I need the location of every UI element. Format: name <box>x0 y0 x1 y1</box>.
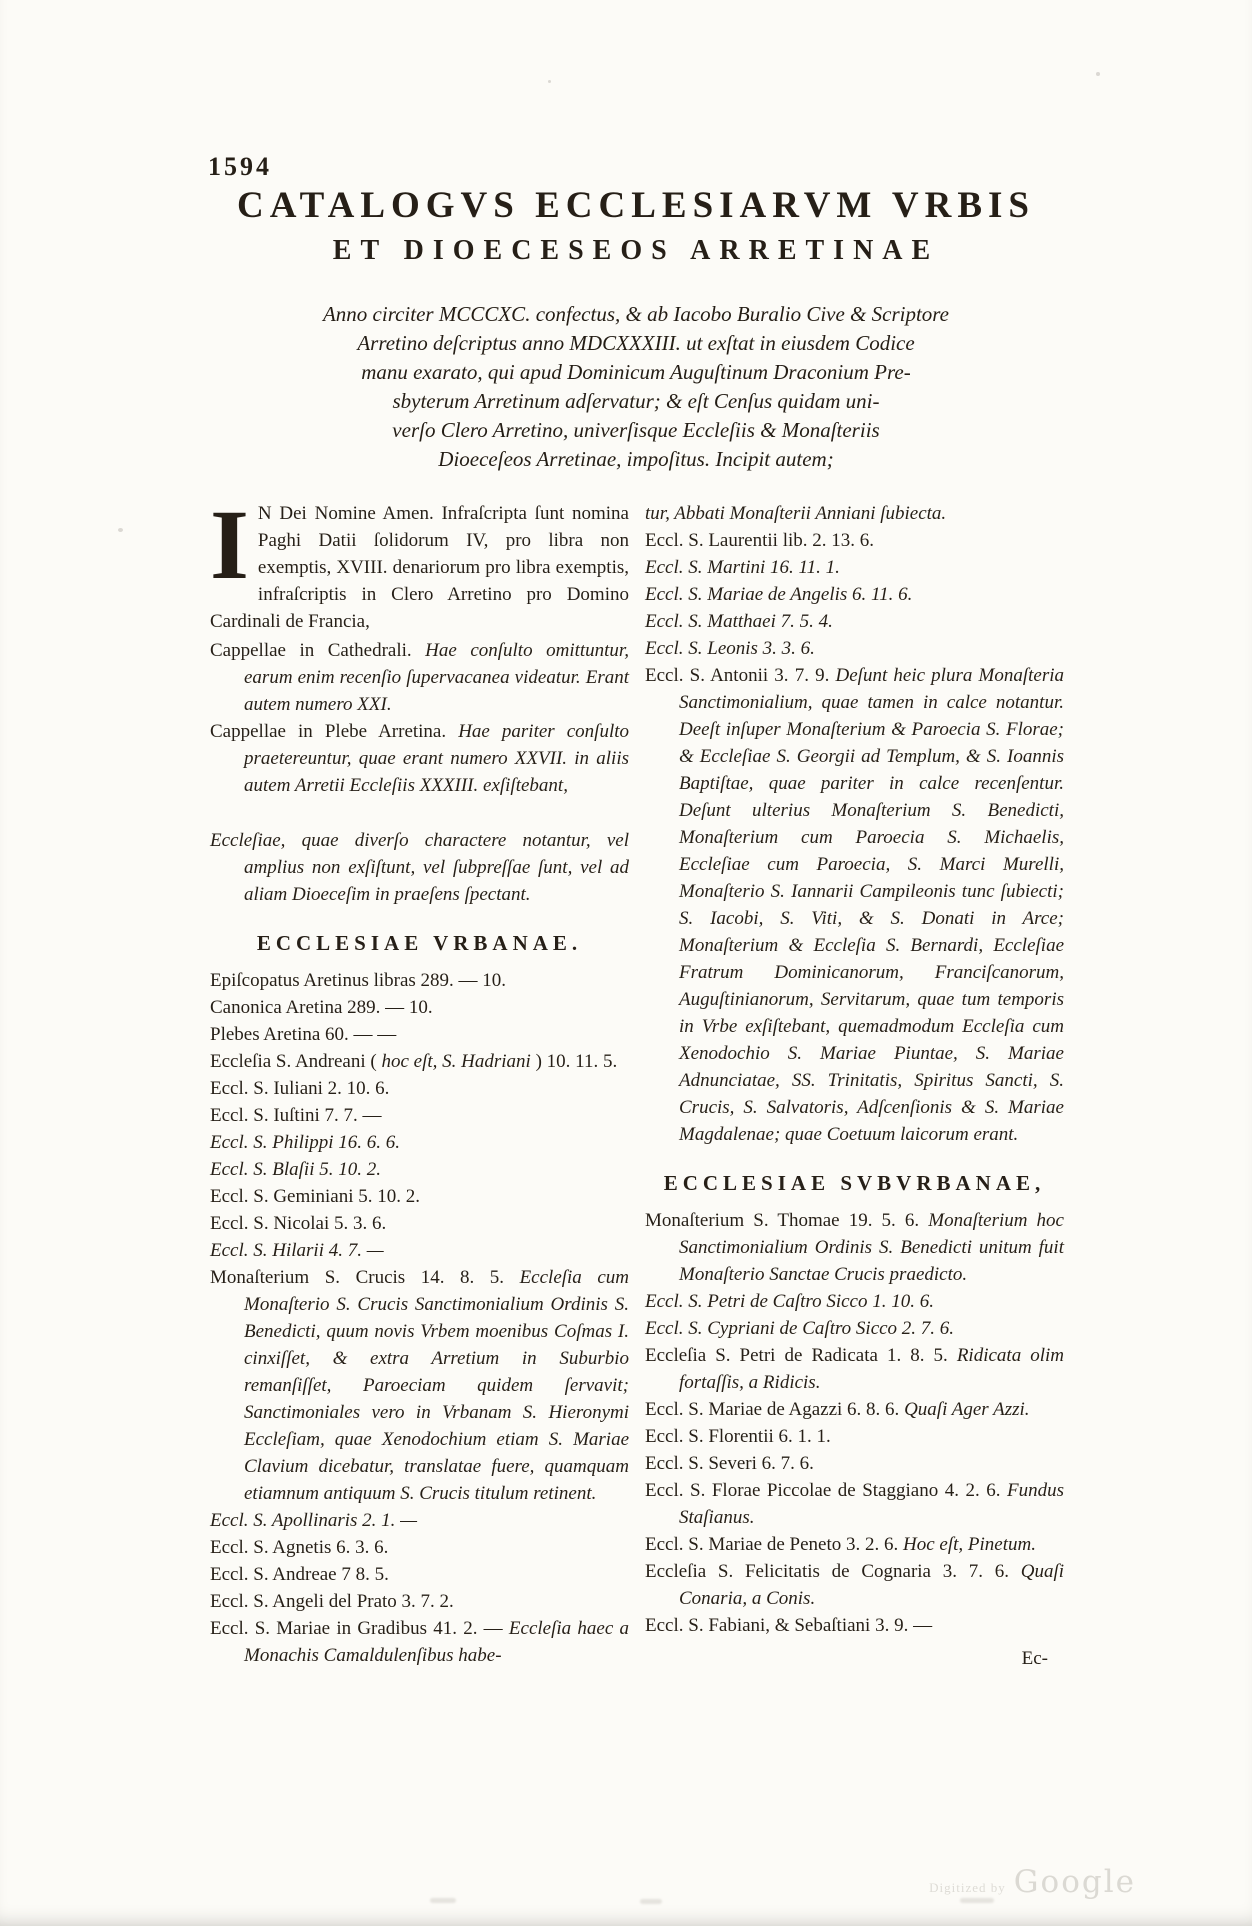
catalog-entry <box>210 827 629 908</box>
catalog-entry <box>645 1342 1064 1396</box>
entry-text: Cappellae in Cathedrali. <box>210 640 426 661</box>
catalog-entry <box>210 1534 629 1561</box>
opening-text: N Dei Nomine Amen. Infraſcripta ſunt nomina Paghi Datii ſolidorum IV, pro libra non exemptis, XVIII. denariorum pro libra exemptis, infraſcriptis in Clero Arretino pro Domino Cardinali de Francia, <box>210 503 629 632</box>
entry-text: Eccl. S. Angeli del Prato 3. 7. 2. <box>210 1591 454 1612</box>
entry-note-italic: Hae pariter conſulto praetereuntur, quae erant numero XXVII. in aliis autem Arretii Eccleſiis XXXIII. exſiſtebant, <box>244 721 629 796</box>
continuation-paragraph <box>645 500 1064 527</box>
catalog-entry <box>210 1021 629 1048</box>
entry-note-italic: Hae conſulto omittuntur, earum enim recenſio ſupervacanea videatur. Erant autem numero XXI. <box>244 640 629 715</box>
page-subtitle: ET DIOECESEOS ARRETINAE <box>332 235 940 266</box>
catalog-entry <box>645 635 1064 662</box>
left-column <box>210 489 629 1672</box>
entry-text: Eccl. S. Iuſtini 7. 7. — <box>210 1105 382 1126</box>
entry-note-italic: Eccl. S. Matthaei 7. 5. 4. <box>645 611 833 632</box>
entry-text: Eccl. S. Severi 6. 7. 6. <box>645 1453 814 1474</box>
entry-text: Eccl. S. Iuliani 2. 10. 6. <box>210 1078 390 1099</box>
catalog-entry <box>210 1615 629 1669</box>
entry-note-italic: Eccleſiae, quae diverſo charactere notantur, vel amplius non exſiſtunt, vel ſubpreſſae ſunt, vel ad aliam Dioeceſim in praeſens ſpectant. <box>210 830 629 905</box>
entry-note-italic: Ridicata olim fortaſſis, a Ridicis. <box>679 1345 1065 1393</box>
catalog-entry <box>645 1288 1064 1315</box>
scan-smudge <box>960 1898 994 1903</box>
entry-note-italic: Eccl. S. Martini 16. 11. 1. <box>645 557 840 578</box>
entry-text: Eccl. S. Antonii 3. 7. 9. <box>645 665 836 686</box>
catalog-entry <box>210 1210 629 1237</box>
scan-smudge <box>640 1899 662 1904</box>
entry-note-italic: Eccl. S. Mariae de Angelis 6. 11. 6. <box>645 584 913 605</box>
catalog-entry <box>210 1237 629 1264</box>
entry-note-italic: Quaſi Ager Azzi. <box>904 1399 1030 1420</box>
intro-line: manu exarato, qui apud Dominicum Auguſtinum Draconium Pre- <box>361 360 911 384</box>
intro-line: Dioeceſeos Arretinae, impoſitus. Incipit autem; <box>438 447 834 471</box>
entry-text: Epiſcopatus Aretinus libras 289. — 10. <box>210 970 507 991</box>
catalog-entry <box>210 718 629 799</box>
catalog-entry <box>210 1561 629 1588</box>
catalog-entry <box>210 1507 629 1534</box>
entry-note-italic: Eccl. S. Hilarii 4. 7. — <box>210 1240 384 1261</box>
entry-note-italic: Deſunt heic plura Monaſteria Sanctimonialium, quae tamen in calce notantur. Deeſt inſuper Monaſterium & Paroecia S. Florae; & Eccleſiae S. Georgii ad Templum, & S. Ioannis Baptiſtae, quae pariter in calce recenſentur. Deſunt ulterius Monaſterium S. Benedicti, Monaſterium cum Paroecia S. Michaelis, Eccleſiae cum Paroecia, S. Marci Murelli, Monaſterio S. Iannarii Campileonis tunc ſubiecti; S. Iacobi, S. Viti, & S. Donati in Arce; Monaſterium & Eccleſia S. Bernardi, Eccleſiae Fratrum Dominicanorum, Franciſcanorum, Auguſtinianorum, Servitarum, quae tum temporis in Vrbe exſiſtebant, quemadmodum Eccleſia cum Xenodochio S. Mariae Piuntae, S. Mariae Adnunciatae, SS. Trinitatis, Spiritus Sancti, S. Crucis, S. Salvatoris, Adſcenſionis & S. Mariae Magdalenae; quae Coetuum laicorum erant. <box>679 665 1064 1145</box>
watermark-prefix: Digitized by <box>929 1880 1006 1895</box>
catalog-entry <box>210 1264 629 1507</box>
catalog-entry <box>645 1477 1064 1531</box>
entry-text: Plebes Aretina 60. — — <box>210 1024 397 1045</box>
entry-text: Eccl. S. Agnetis 6. 3. 6. <box>210 1537 389 1558</box>
catalog-entry <box>645 581 1064 608</box>
intro-line: sbyterum Arretinum adſervatur; & eſt Cenſus quidam uni- <box>392 389 880 413</box>
entry-text: Cappellae in Plebe Arretina. <box>210 721 459 742</box>
catalog-entry <box>210 1156 629 1183</box>
catalog-entry <box>645 527 1064 554</box>
catalog-entry <box>645 554 1064 581</box>
entry-text: Eccl. S. Andreae 7 8. 5. <box>210 1564 389 1585</box>
entry-note-italic: Eccleſia cum Monaſterio S. Crucis Sanctimonialium Ordinis S. Benedicti, quum novis Vrbem moenibus Coſmas I. cinxiſſet, & extra Arretium in Suburbio remanſiſſet, Paroeciam quidem ſervavit; Sanctimoniales vero in Vrbanam S. Hieronymi Eccleſiam, quae Xenodochium etiam S. Mariae Clavium dicebatur, translatae fuere, quamquam etiamnum antiquum S. Crucis titulum retinent. <box>244 1267 629 1504</box>
scan-speck <box>1096 72 1100 76</box>
entry-text: ) 10. 11. 5. <box>530 1051 618 1072</box>
entry-note-italic: Eccl. S. Apollinaris 2. 1. — <box>210 1510 418 1531</box>
catalog-entry <box>645 1207 1064 1288</box>
entry-text: Eccleſia S. Felicitatis de Cognaria 3. 7. 6. <box>645 1561 1021 1582</box>
drop-cap-initial: I <box>210 489 249 600</box>
entry-text: Eccl. S. Fabiani, & Sebaſtiani 3. 9. — <box>645 1615 933 1636</box>
scan-speck <box>548 80 551 83</box>
right-column <box>645 500 1064 1672</box>
title-block <box>196 184 1076 267</box>
entry-text: Eccleſia S. Andreani ( <box>210 1051 382 1072</box>
google-logo: Google <box>1013 1864 1136 1900</box>
catalog-entry <box>645 1612 1064 1639</box>
catalog-entry <box>645 1315 1064 1342</box>
entry-text: Eccl. S. Mariae de Peneto 3. 2. 6. <box>645 1534 904 1555</box>
preliminary-notes <box>210 637 629 908</box>
text-columns <box>210 489 1065 1672</box>
continuation-text: tur, Abbati Monaſterii Anniani ſubiecta. <box>645 503 947 524</box>
intro-line: verſo Clero Arretino, univerſisque Eccleſiis & Monaſteriis <box>392 418 880 442</box>
entry-text: Eccl. S. Geminiani 5. 10. 2. <box>210 1186 421 1207</box>
entry-note-italic: Eccl. S. Blaſii 5. 10. 2. <box>210 1159 381 1180</box>
scan-speck <box>118 528 123 532</box>
entry-note-italic: Eccl. S. Philippi 16. 6. 6. <box>210 1132 400 1153</box>
entry-text: Eccl. S. Mariae in Gradibus 41. 2. — <box>210 1618 509 1639</box>
entry-note-italic: Quaſi Conaria, a Conis. <box>679 1561 1064 1609</box>
entry-note-italic: Monaſterium hoc Sanctimonialium Ordinis S. Benedicti unitum fuit Monaſterio Sanctae Crucis praedicto. <box>679 1210 1064 1285</box>
scan-smudge <box>430 1898 456 1903</box>
entry-text: Eccleſia S. Petri de Radicata 1. 8. 5. <box>645 1345 957 1366</box>
entry-note-italic: Hoc eſt, Pinetum. <box>903 1534 1036 1555</box>
catalog-entry <box>645 1423 1064 1450</box>
urban-churches-list <box>210 967 629 1669</box>
entry-text: Monaſterium S. Thomae 19. 5. 6. <box>645 1210 929 1231</box>
page-title: CATALOGVS ECCLESIARVM VRBIS <box>236 185 1036 226</box>
catalog-entry <box>210 1183 629 1210</box>
catalog-entry <box>645 1396 1064 1423</box>
catalog-entry <box>210 967 629 994</box>
catalog-entry <box>210 994 629 1021</box>
entry-text: Eccl. S. Laurentii lib. 2. 13. 6. <box>645 530 875 551</box>
intro-line: Anno circiter MCCCXC. confectus, & ab Iacobo Buralio Cive & Scriptore <box>322 302 950 326</box>
catalog-entry <box>645 662 1064 1148</box>
urban-churches-list-continued <box>645 527 1064 1148</box>
entry-note-italic: Eccleſia haec a Monachis Camaldulenſibus habe- <box>244 1618 629 1666</box>
entry-note-italic: Eccl. S. Cypriani de Caſtro Sicco 2. 7. 6. <box>645 1318 955 1339</box>
catalog-entry <box>645 1531 1064 1558</box>
entry-text: Eccl. S. Nicolai 5. 3. 6. <box>210 1213 387 1234</box>
entry-text: Canonica Aretina 289. — 10. <box>210 997 433 1018</box>
entry-note-italic: hoc eſt, S. Hadriani <box>381 1051 531 1072</box>
catalog-entry <box>645 1558 1064 1612</box>
entry-note-italic: Eccl. S. Leonis 3. 3. 6. <box>645 638 815 659</box>
entry-text: Monaſterium S. Crucis 14. 8. 5. <box>210 1267 520 1288</box>
catalog-entry <box>210 637 629 718</box>
intro-line: Arretino deſcriptus anno MDCXXXIII. ut exſtat in eiusdem Codice <box>357 331 915 355</box>
heading-ecclesiae-svbvrbanae: ECCLESIAE SVBVRBANAE, <box>663 1171 1046 1195</box>
suburban-churches-list <box>645 1207 1064 1639</box>
catchword: Ec- <box>1021 1648 1048 1669</box>
catalog-entry <box>210 1075 629 1102</box>
catalog-entry <box>210 1102 629 1129</box>
heading-ecclesiae-vrbanae: ECCLESIAE VRBANAE. <box>256 931 583 955</box>
entry-text: Eccl. S. Florae Piccolae de Staggiano 4. 2. 6. <box>645 1480 1007 1501</box>
catalog-entry <box>210 1048 629 1075</box>
catalog-entry <box>645 608 1064 635</box>
catalog-entry <box>645 1450 1064 1477</box>
entry-text: Eccl. S. Mariae de Agazzi 6. 8. 6. <box>645 1399 905 1420</box>
opening-paragraph <box>210 489 629 635</box>
digitized-by-google-watermark <box>929 1864 1136 1900</box>
entry-note-italic: Fundus Staſianus. <box>679 1480 1064 1528</box>
catalog-entry <box>210 1588 629 1615</box>
entry-text: Eccl. S. Florentii 6. 1. 1. <box>645 1426 831 1447</box>
entry-note-italic: Eccl. S. Petri de Caſtro Sicco 1. 10. 6. <box>645 1291 934 1312</box>
page-number: 1594 <box>208 152 272 181</box>
intro-paragraph <box>200 300 1072 474</box>
catalog-entry <box>210 1129 629 1156</box>
